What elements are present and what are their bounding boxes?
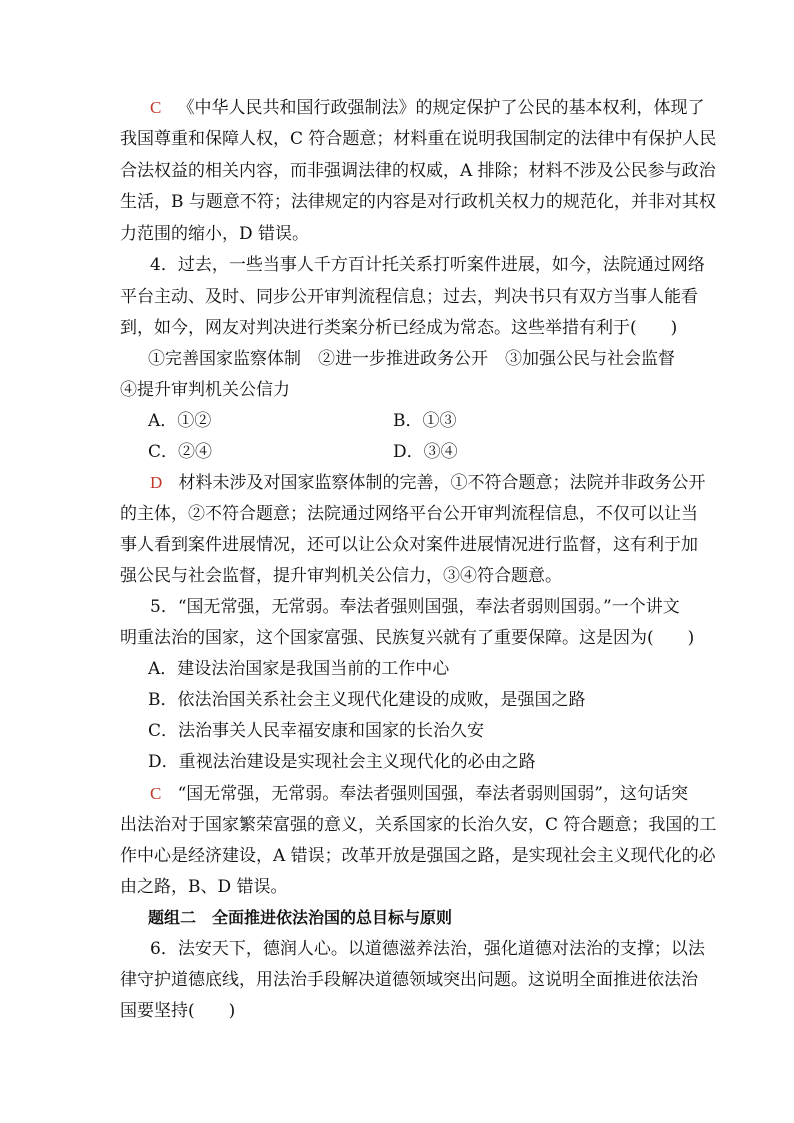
- q5-stem-line-2: 明重法治的国家，这个国家富强、民族复兴就有了重要保障。这是因为( ): [120, 628, 695, 648]
- q5-explanation-line-2: 出法治对于国家繁荣富强的意义，关系国家的长治久安，C 符合题意；我国的工: [120, 815, 717, 835]
- q5-option-c[interactable]: C．法治事关人民幸福安康和国家的长治久安: [148, 721, 485, 741]
- q4-stem-line-3: 到，如今，网友对判决进行类案分析已经成为常态。这些举措有利于( ): [120, 318, 678, 338]
- q4-stem-line-1: 4．过去，一些当事人千方百计托关系打听案件进展，如今，法院通过网络: [150, 255, 705, 275]
- q3-explanation-line-1: C 《中华人民共和国行政强制法》的规定保护了公民的基本权利，体现了: [150, 98, 705, 118]
- q4-option-b[interactable]: B．①③: [393, 411, 457, 431]
- q3-explanation-line-2: 我国尊重和保障人权，C 符合题意；材料重在说明我国制定的法律中有保护人民: [120, 129, 717, 149]
- q6-stem-line-1: 6．法安天下，德润人心。以道德滋养法治，强化道德对法治的支撑；以法: [150, 939, 705, 959]
- q4-option-a[interactable]: A．①②: [148, 411, 212, 431]
- q5-option-a[interactable]: A．建设法治国家是我国当前的工作中心: [148, 659, 450, 679]
- q4-statements-line-2: ④提升审判机关公信力: [120, 380, 290, 400]
- q4-statements-line-1: ①完善国家监察体制 ②进一步推进政务公开 ③加强公民与社会监督: [148, 349, 675, 369]
- q6-stem-line-3: 国要坚持( ): [120, 1001, 236, 1021]
- q3-explanation-line-3: 合法权益的相关内容，而非强调法律的权威，A 排除；材料不涉及公民参与政治: [120, 161, 716, 181]
- q5-option-b[interactable]: B．依法治国关系社会主义现代化建设的成败，是强国之路: [148, 690, 586, 710]
- q5-option-d[interactable]: D．重视法治建设是实现社会主义现代化的必由之路: [148, 752, 536, 772]
- q5-explanation-line-1: C “国无常强，无常弱。奉法者强则国强，奉法者弱则国弱”，这句话突: [150, 784, 688, 804]
- q4-explanation-line-2: 的主体，②不符合题意；法院通过网络平台公开审判流程信息，不仅可以让当: [120, 504, 698, 524]
- q5-explanation-line-4: 由之路，B、D 错误。: [120, 877, 288, 897]
- q4-option-d[interactable]: D．③④: [393, 442, 458, 462]
- q4-answer-letter: D: [150, 473, 163, 492]
- q4-options-row-1: [0, 410, 794, 432]
- q4-options-row-2: [0, 441, 794, 463]
- q5-answer-letter: C: [150, 784, 162, 803]
- q4-explanation-line-3: 事人看到案件进展情况，还可以让公众对案件进展情况进行监督，这有利于加: [120, 535, 698, 555]
- q3-answer-letter: C: [150, 98, 162, 117]
- q4-explanation-line-4: 强公民与社会监督，提升审判机关公信力，③④符合题意。: [120, 566, 562, 586]
- q3-explanation-line-4: 生活，B 与题意不符；法律规定的内容是对行政机关权力的规范化，并非对其权: [120, 192, 716, 212]
- q5-explanation-line-3: 作中心是经济建设，A 错误；改革开放是强国之路，是实现社会主义现代化的必: [120, 846, 716, 866]
- q3-explanation-line-5: 力范围的缩小，D 错误。: [120, 224, 310, 244]
- q4-explanation-line-1: D 材料未涉及对国家监察体制的完善，①不符合题意；法院并非政务公开: [150, 473, 706, 493]
- q4-stem-line-2: 平台主动、及时、同步公开审判流程信息；过去，判决书只有双方当事人能看: [120, 287, 698, 307]
- q5-stem-line-1: 5．“国无常强，无常弱。奉法者强则国强，奉法者弱则国弱。”一个讲文: [150, 597, 680, 617]
- section-heading: 题组二 全面推进依法治国的总目标与原则: [148, 908, 453, 927]
- q6-stem-line-2: 律守护道德底线，用法治手段解决道德领域突出问题。这说明全面推进依法治: [120, 970, 698, 990]
- q4-option-c[interactable]: C．②④: [148, 442, 213, 462]
